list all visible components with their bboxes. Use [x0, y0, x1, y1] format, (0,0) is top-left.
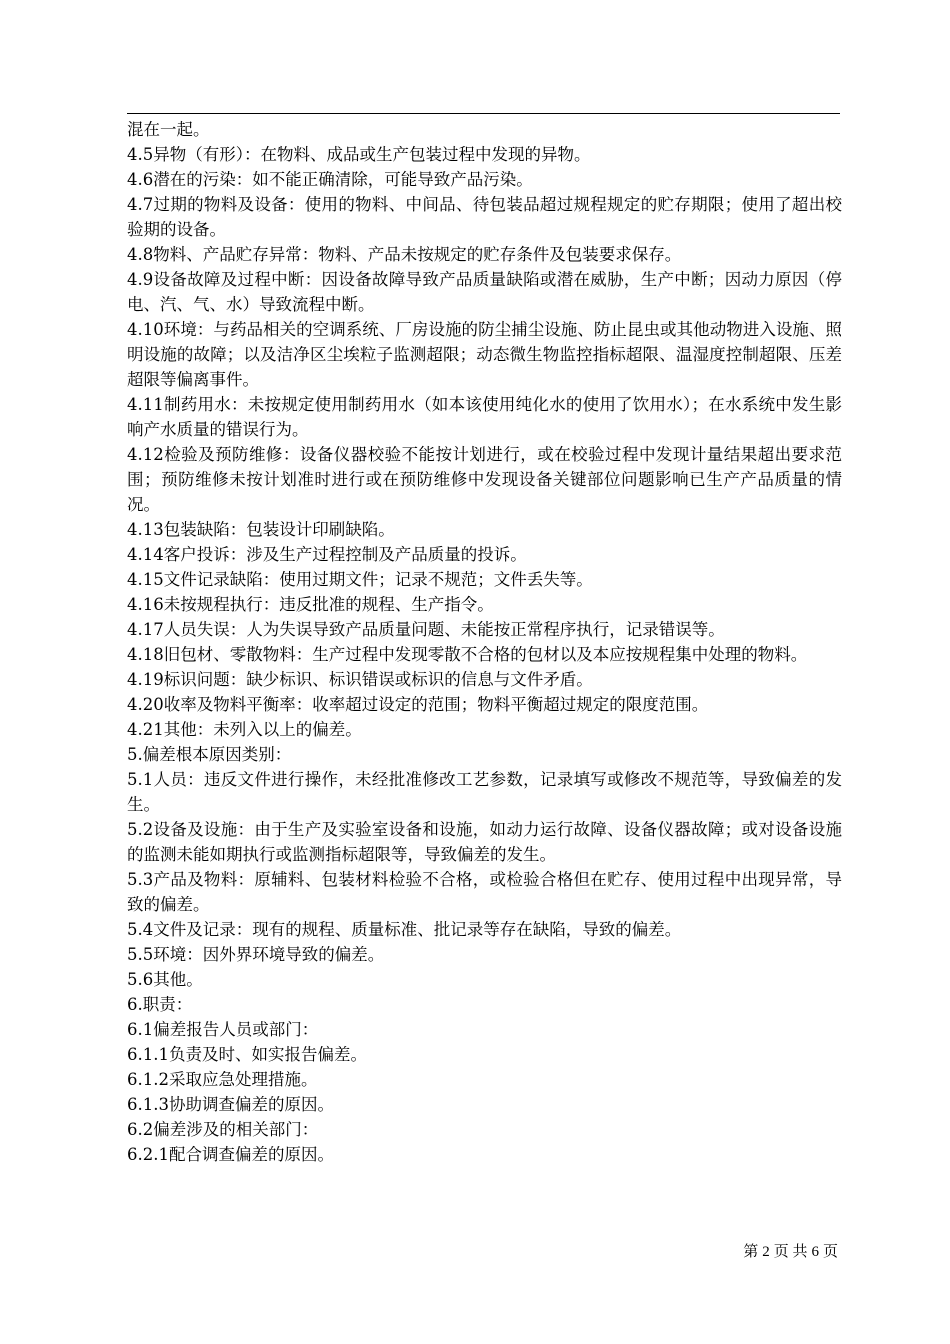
footer-middle: 页 共 — [773, 1244, 808, 1260]
document-body — [127, 117, 842, 1167]
section-heading: 5.偏差根本原因类别： — [127, 745, 292, 764]
paragraph: 4.7过期的物料及设备：使用的物料、中间品、待包装品超过规程规定的贮存期限；使用了超出校验期的设备。 — [127, 195, 842, 239]
section-heading: 6.职责： — [127, 995, 193, 1014]
paragraph: 4.13包装缺陷：包装设计印刷缺陷。 — [127, 520, 395, 539]
paragraph: 4.17人员失误：人为失误导致产品质量问题、未能按正常程序执行，记录错误等。 — [127, 620, 725, 639]
paragraph: 4.11制药用水：未按规定使用制药用水（如本该使用纯化水的使用了饮用水）；在水系统中发生影响产水质量的错误行为。 — [127, 395, 842, 439]
paragraph: 4.14客户投诉：涉及生产过程控制及产品质量的投诉。 — [127, 545, 527, 564]
paragraph: 4.8物料、产品贮存异常：物料、产品未按规定的贮存条件及包装要求保存。 — [127, 245, 682, 264]
paragraph: 4.9设备故障及过程中断：因设备故障导致产品质量缺陷或潜在威胁，生产中断；因动力原因（停电、汽、气、水）导致流程中断。 — [127, 270, 842, 314]
paragraph: 混在一起。 — [127, 120, 210, 139]
paragraph: 6.2偏差涉及的相关部门： — [127, 1120, 319, 1139]
paragraph: 4.16未按规程执行：违反批准的规程、生产指令。 — [127, 595, 494, 614]
paragraph: 5.1人员：违反文件进行操作，未经批准修改工艺参数，记录填写或修改不规范等，导致偏差的发生。 — [127, 770, 842, 814]
header-rule — [127, 113, 840, 114]
paragraph: 6.1.3协助调查偏差的原因。 — [127, 1095, 334, 1114]
paragraph: 5.5环境：因外界环境导致的偏差。 — [127, 945, 385, 964]
paragraph: 6.1.2采取应急处理措施。 — [127, 1070, 318, 1089]
paragraph: 5.3产品及物料：原辅料、包装材料检验不合格，或检验合格但在贮存、使用过程中出现异常，导致的偏差。 — [127, 870, 842, 914]
paragraph: 4.19标识问题：缺少标识、标识错误或标识的信息与文件矛盾。 — [127, 670, 593, 689]
paragraph: 4.18旧包材、零散物料：生产过程中发现零散不合格的包材以及本应按规程集中处理的物料。 — [127, 645, 808, 664]
paragraph: 4.12检验及预防维修：设备仪器校验不能按计划进行，或在校验过程中发现计量结果超出要求范围；预防维修未按计划准时进行或在预防维修中发现设备关键部位问题影响已生产产品质量的情况。 — [127, 445, 842, 514]
footer-suffix: 页 — [822, 1244, 838, 1260]
footer-current-page: 2 — [762, 1244, 770, 1260]
page-footer — [741, 1242, 840, 1262]
paragraph: 4.21其他：未列入以上的偏差。 — [127, 720, 362, 739]
paragraph: 5.2设备及设施：由于生产及实验室设备和设施，如动力运行故障、设备仪器故障；或对设备设施的监测未能如期执行或监测指标超限等，导致偏差的发生。 — [127, 820, 842, 864]
paragraph: 4.5异物（有形）：在物料、成品或生产包装过程中发现的异物。 — [127, 145, 591, 164]
footer-prefix: 第 — [743, 1244, 759, 1260]
paragraph: 4.20收率及物料平衡率：收率超过设定的范围；物料平衡超过规定的限度范围。 — [127, 695, 709, 714]
paragraph: 5.6其他。 — [127, 970, 203, 989]
paragraph: 4.10环境：与药品相关的空调系统、厂房设施的防尘捕尘设施、防止昆虫或其他动物进入设施、照明设施的故障；以及洁净区尘埃粒子监测超限；动态微生物监控指标超限、温湿度控制超限、压差超限等偏离事件。 — [127, 320, 842, 389]
paragraph: 6.1偏差报告人员或部门： — [127, 1020, 319, 1039]
paragraph: 4.6潜在的污染：如不能正确清除，可能导致产品污染。 — [127, 170, 533, 189]
paragraph: 4.15文件记录缺陷：使用过期文件；记录不规范；文件丢失等。 — [127, 570, 593, 589]
paragraph: 6.2.1配合调查偏差的原因。 — [127, 1145, 334, 1164]
footer-total-pages: 6 — [811, 1244, 819, 1260]
paragraph: 6.1.1负责及时、如实报告偏差。 — [127, 1045, 367, 1064]
paragraph: 5.4文件及记录：现有的规程、质量标准、批记录等存在缺陷，导致的偏差。 — [127, 920, 682, 939]
